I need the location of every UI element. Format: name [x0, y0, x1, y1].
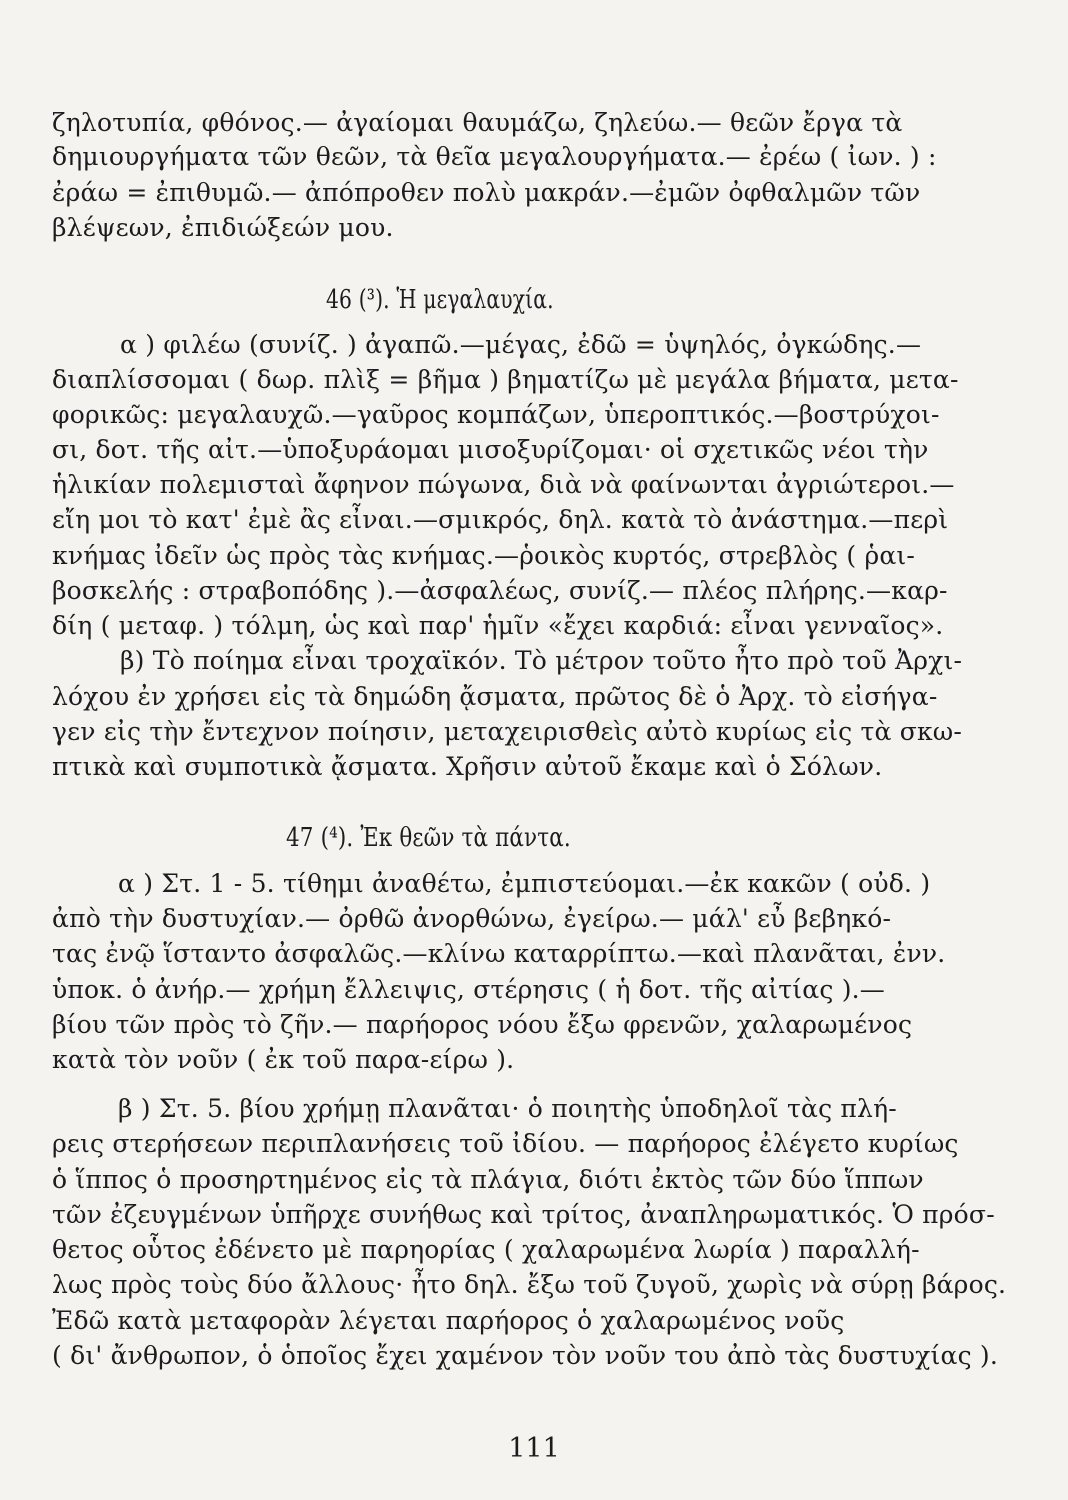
text-line: τῶν ἐζευγμένων ὑπῆρχε συνήθως καὶ τρίτος, ἀναπληρωματικός. Ὁ πρόσ-: [52, 1200, 995, 1229]
text-line: ὑποκ. ὁ ἀνήρ.— χρήμη ἔλλειψις, στέρησις ( ἡ δοτ. τῆς αἰτίας ).—: [52, 975, 885, 1004]
text-line: δίη ( μεταφ. ) τόλμη, ὡς καὶ παρ' ἡμῖν «ἔχει καρδιά: εἶναι γενναῖος».: [52, 611, 944, 640]
text-line: βίου τῶν πρὸς τὸ ζῆν.— παρήορος νόου ἔξω φρενῶν, χαλαρωμένος: [52, 1010, 913, 1039]
text-line: ἐράω = ἐπιθυμῶ.— ἀπόπροθεν πολὺ μακράν.—ἐμῶν ὀφθαλμῶν τῶν: [52, 178, 921, 207]
text-line: τας ἐνῷ ἵσταντο ἀσφαλῶς.—κλίνω καταρρίπτω.—καὶ πλανᾶται, ἐνν.: [52, 939, 946, 968]
text-line: θετος οὗτος ἐδένετο μὲ παρηορίας ( χαλαρωμένα λωρία ) παραλλή-: [52, 1235, 920, 1264]
text-line: β) Τὸ ποίημα εἶναι τροχαϊκόν. Τὸ μέτρον τοῦτο ἦτο πρὸ τοῦ Ἀρχι-: [120, 646, 963, 675]
section-heading-46: 46 (³). Ἡ μεγαλαυχία.: [326, 285, 554, 315]
text-line: φορικῶς: μεγαλαυχῶ.—γαῦρος κομπάζων, ὑπεροπτικός.—βοστρύχοι-: [52, 400, 940, 429]
text-line: Ἐδῶ κατὰ μεταφορὰν λέγεται παρήορος ὁ χαλαρωμένος νοῦς: [52, 1306, 845, 1335]
text-line: ( δι' ἄνθρωπον, ὁ ὁποῖος ἔχει χαμένον τὸν νοῦν του ἀπὸ τὰς δυστυχίας ).: [52, 1341, 999, 1370]
text-line: ἡλικίαν πολεμισταὶ ἄφηνον πώγωνα, διὰ νὰ φαίνωνται ἀγριώτεροι.—: [52, 470, 955, 499]
text-line: β ) Στ. 5. βίου χρήμῃ πλανᾶται· ὁ ποιητὴς ὑποδηλοῖ τὰς πλή-: [118, 1094, 897, 1123]
text-line: διαπλίσσομαι ( δωρ. πλὶξ = βῆμα ) βηματίζω μὲ μεγάλα βήματα, μετα-: [52, 365, 959, 394]
text-line: ὁ ἵππος ὁ προσηρτημένος εἰς τὰ πλάγια, διότι ἐκτὸς τῶν δύο ἵππων: [52, 1165, 924, 1194]
section-heading-47: 47 (⁴). Ἐκ θεῶν τὰ πάντα.: [286, 823, 571, 853]
text-line: λόχου ἐν χρήσει εἰς τὰ δημώδη ᾄσματα, πρῶτος δὲ ὁ Ἀρχ. τὸ εἰσήγα-: [52, 682, 938, 711]
text-line: α ) φιλέω (συνίζ. ) ἀγαπῶ.—μέγας, ἐδῶ = ὑψηλός, ὀγκώδης.—: [120, 330, 922, 359]
text-line: δημιουργήματα τῶν θεῶν, τὰ θεῖα μεγαλουργήματα.— ἐρέω ( ἰων. ) :: [52, 142, 937, 171]
text-line: ἀπὸ τὴν δυστυχίαν.— ὀρθῶ ἀνορθώνω, ἐγείρω.— μάλ' εὖ βεβηκό-: [52, 904, 892, 933]
text-line: ρεις στερήσεων περιπλανήσεις τοῦ ἰδίου. — παρήορος ἐλέγετο κυρίως: [52, 1129, 959, 1158]
text-line: ζηλοτυπία, φθόνος.— ἀγαίομαι θαυμάζω, ζηλεύω.— θεῶν ἔργα τὰ: [52, 108, 903, 137]
text-line: βοσκελής : στραβοπόδης ).—ἀσφαλέως, συνίζ.— πλέος πλήρης.—καρ-: [52, 576, 948, 605]
text-line: α ) Στ. 1 - 5. τίθημι ἀναθέτω, ἐμπιστεύομαι.—ἐκ κακῶν ( οὐδ. ): [118, 869, 931, 898]
text-line: σι, δοτ. τῆς αἰτ.—ὑποξυράομαι μισοξυρίζομαι· οἱ σχετικῶς νέοι τὴν: [52, 435, 929, 464]
text-line: εἴη μοι τὸ κατ' ἐμὲ ἂς εἶναι.—σμικρός, δηλ. κατὰ τὸ ἀνάστημα.—περὶ: [52, 505, 949, 534]
text-line: γεν εἰς τὴν ἔντεχνον ποίησιν, μεταχειρισθεὶς αὐτὸ κυρίως εἰς τὰ σκω-: [52, 717, 963, 746]
page-number: 111: [508, 1433, 560, 1464]
text-line: κνήμας ἰδεῖν ὡς πρὸς τὰς κνήμας.—ῥοικὸς κυρτός, στρεβλὸς ( ῥαι-: [52, 541, 916, 570]
text-line: βλέψεων, ἐπιδιώξεών μου.: [52, 213, 394, 242]
text-line: πτικὰ καὶ συμποτικὰ ᾄσματα. Χρῆσιν αὐτοῦ ἔκαμε καὶ ὁ Σόλων.: [52, 752, 883, 781]
text-line: λως πρὸς τοὺς δύο ἄλλους· ἦτο δηλ. ἔξω τοῦ ζυγοῦ, χωρὶς νὰ σύρῃ βάρος.: [52, 1270, 1007, 1299]
text-line: κατὰ τὸν νοῦν ( ἐκ τοῦ παρα-είρω ).: [52, 1045, 515, 1074]
